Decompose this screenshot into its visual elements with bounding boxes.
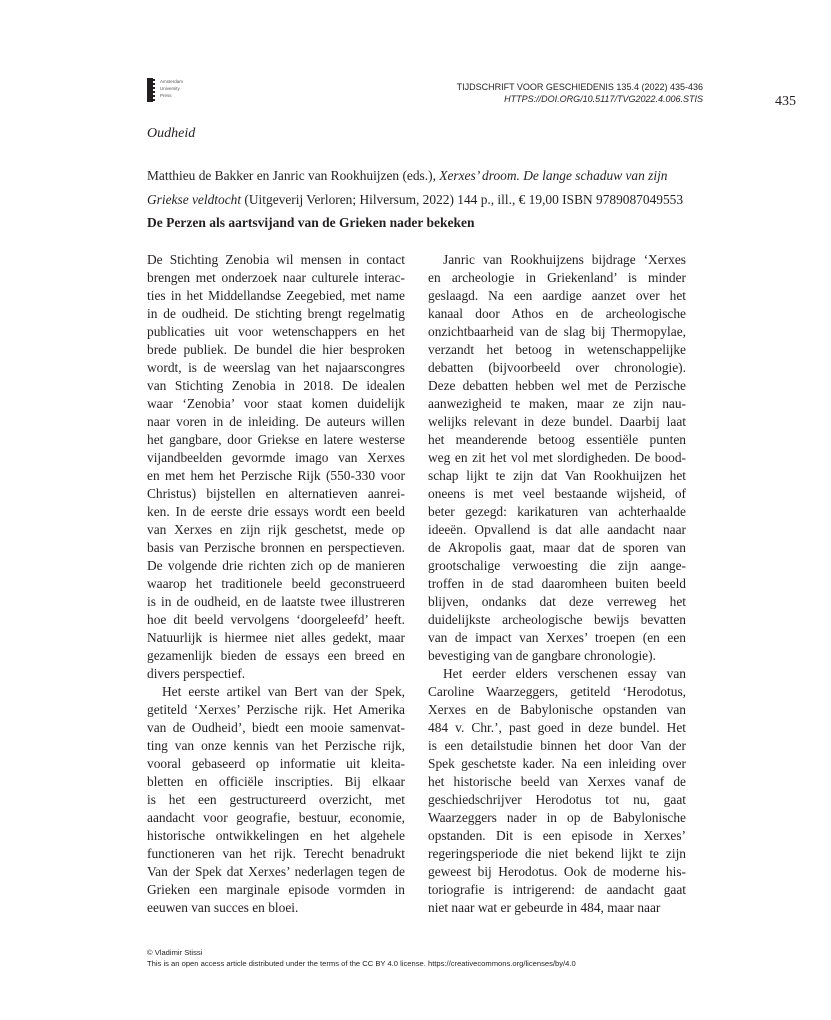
text-line: regeringsperiode die niet bekend lijkt te zijn	[428, 846, 686, 861]
text-line: geslaagd. Na een aardige aanzet over het	[428, 288, 686, 303]
right-column	[428, 251, 686, 917]
text-line: ken. In de eerste drie essays wordt een beeld	[147, 504, 405, 519]
text-line: troffen in de stad daaromheen buiten beeld	[428, 576, 686, 591]
text-line: oneens is met veel bestaande wijsheid, of	[428, 486, 686, 501]
citation-title-cont: Griekse veldtocht	[147, 192, 242, 207]
text-line: duidelijkste archeologische bewijs bevatten	[428, 612, 686, 627]
text-line: blijven, ondanks dat deze verreweg het	[428, 594, 686, 609]
text-line: niet naar wat er gebeurde in 484, maar naar	[428, 900, 661, 915]
text-line: eeuwen van succes en bloei.	[147, 900, 299, 915]
text-line: in de oudheid. De stichting brengt regelmatig	[147, 306, 405, 321]
text-line: waar ‘Zenobia’ voor staat komen duidelijk	[147, 396, 405, 411]
text-line: publicaties uit voor wetenschappers en het	[147, 324, 405, 339]
text-line: en met hem het Perzische Rijk (550-330 voor	[147, 468, 405, 483]
text-line: Christus) bijstellen en alternatieven aanrei-	[147, 486, 405, 501]
publisher-logo	[147, 78, 183, 102]
publisher-name-line: Press	[160, 93, 172, 98]
text-line: toriografie is intrigerend: de aandacht gaat	[428, 882, 686, 897]
footer	[147, 947, 576, 969]
text-line: van Stichting Zenobia in 2018. De idealen	[147, 378, 405, 393]
text-line: De volgende drie richten zich op de manieren	[147, 558, 405, 573]
text-line: de Akropolis gaat, maar dat de sporen van	[428, 540, 686, 555]
text-line: Van der Spek dat Xerxes’ nederlagen tegen de	[147, 864, 405, 879]
text-line: vooral gebaseerd op informatie uit kleita-	[147, 756, 405, 771]
text-line: brengen met onderzoek naar culturele interac-	[147, 270, 405, 285]
publisher-name-line: Amsterdam	[160, 79, 184, 84]
text-line: bevestiging van de gangbare chronologie).	[428, 648, 656, 663]
text-line: Het eerste artikel van Bert van der Spek,	[162, 684, 405, 699]
text-line: Spek geschetste kader. Na een inleiding over	[428, 756, 686, 771]
text-line: historische ontwikkelingen en het algehele	[147, 828, 405, 843]
text-line: Natuurlijk is hiermee niet alles gedekt, maar	[147, 630, 405, 645]
text-line: geschiedschrijver Herodotus tot nu, gaat	[428, 792, 686, 807]
citation-details: (Uitgeverij Verloren; Hilversum, 2022) 144 p., ill., € 19,00 ISBN 9789087049553	[241, 192, 684, 207]
text-line: waarop het traditionele beeld geconstrueerd	[147, 576, 405, 591]
text-line: welijks relevant in deze bundel. Daarbij laat	[428, 414, 686, 429]
book-citation	[147, 164, 707, 212]
text-line: het gangbare, door Griekse en latere westerse	[147, 432, 405, 447]
text-line: grootschalige verwoesting die zijn aange-	[428, 558, 686, 573]
doi-link[interactable]: HTTPS://DOI.ORG/10.5117/TVG2022.4.006.STIS	[504, 94, 703, 104]
text-line: weg en zit het vol met slordigheden. De bood-	[428, 450, 686, 465]
text-line: is het een gestructureerd overzicht, met	[147, 792, 405, 807]
review-heading: De Perzen als aartsvijand van de Grieken nader bekeken	[147, 215, 475, 230]
text-line: het meanderende betoog essentiële punten	[428, 432, 686, 447]
text-line: Grieken een marginale episode vormden in	[147, 882, 405, 897]
text-line: gezamenlijk bieden de essays een breed en	[147, 648, 405, 663]
copyright-notice: © Vladimir Stissi	[147, 948, 203, 957]
text-line: wordt, is de weerslag van het najaarscongres	[147, 360, 405, 375]
text-line: Xerxes en de Babylonische opstanden van	[428, 702, 686, 717]
publisher-logo-icon	[147, 78, 153, 102]
text-line: opstanden. Dit is een episode in Xerxes’	[428, 828, 686, 843]
publisher-name-line: University	[160, 86, 180, 91]
text-line: kanaal door Athos en de archeologische	[428, 306, 686, 321]
text-line: beter gezegd: karikaturen van achterhaalde	[428, 504, 686, 519]
section-title: Oudheid	[147, 126, 196, 141]
text-line: het historische beeld van Xerxes vanaf de	[428, 774, 686, 789]
text-line: verzandt het betoog in wetenschappelijke	[428, 342, 686, 357]
left-column	[147, 251, 405, 917]
text-line: Deze debatten hebben wel met de Perzische	[428, 378, 686, 393]
text-line: geweest bij Herodotus. Ook de moderne his-	[428, 864, 686, 879]
text-line: vijandbeelden gevormde imago van Xerxes	[147, 450, 405, 465]
text-line: en archeologie in Griekenland’ is minder	[428, 270, 686, 285]
text-line: ideeën. Opvallend is dat alle aandacht naar	[428, 522, 686, 537]
citation-authors: Matthieu de Bakker en Janric van Rookhuijzen (eds.),	[147, 168, 440, 183]
text-line: bletten en officiële inscripties. Bij elkaar	[147, 774, 405, 789]
text-line: van Xerxes en zijn rijk geschetst, mede op	[147, 522, 405, 537]
text-line: is in de oudheid, en de laatste twee illustreren	[147, 594, 405, 609]
text-line: is een detailstudie binnen het door Van der	[428, 738, 686, 753]
text-line: basis van Perzische bronnen en perspectieven.	[147, 540, 405, 555]
text-line: aandacht voor geografie, bestuur, economie,	[147, 810, 405, 825]
text-line: divers perspectief.	[147, 666, 246, 681]
page-number: 435	[775, 94, 796, 109]
text-line: debatten (bijvoorbeeld over chronologie).	[428, 360, 686, 375]
text-line: van de impact van Xerxes’ troepen (en een	[428, 630, 686, 645]
text-line: schap lijkt te zijn dat Van Rookhuijzen het	[428, 468, 686, 483]
text-line: getiteld ‘Xerxes’ Perzische rijk. Het Amerika	[147, 702, 405, 717]
text-line: Janric van Rookhuijzens bijdrage ‘Xerxes	[443, 252, 686, 267]
text-line: aanwezigheid te maken, maar ze zijn nau-	[428, 396, 686, 411]
text-line: De Stichting Zenobia wil mensen in contact	[147, 252, 405, 267]
journal-header	[457, 81, 703, 105]
text-line: Het eerder elders verschenen essay van	[443, 666, 686, 681]
text-line: brede publiek. De bundel die hier besproken	[147, 342, 405, 357]
text-line: Waarzeggers nader in op de Babylonische	[428, 810, 686, 825]
text-line: 484 v. Chr.’, past goed in deze bundel. Het	[428, 720, 686, 735]
journal-citation: TIJDSCHRIFT VOOR GESCHIEDENIS 135.4 (2022) 435-436	[456, 82, 703, 92]
text-line: hoe dit beeld vervolgens ‘doorgeleefd’ heeft.	[147, 612, 405, 627]
license-notice: This is an open access article distributed under the terms of the CC BY 4.0 license. https://creativecommons.org/licenses/by/4.0	[147, 959, 576, 968]
citation-title: Xerxes’ droom. De lange schaduw van zijn	[439, 168, 668, 183]
text-line: onzichtbaarheid van de slag bij Thermopylae,	[428, 324, 686, 339]
publisher-name	[160, 78, 183, 99]
text-line: van de Oudheid’, biedt een mooie samenvat-	[147, 720, 405, 735]
text-line: naar voren in de inleiding. De auteurs willen	[147, 414, 405, 429]
text-line: ting van onze kennis van het Perzische rijk,	[147, 738, 405, 753]
text-line: Caroline Waarzeggers, getiteld ‘Herodotus,	[428, 684, 686, 699]
text-line: functioneren van het rijk. Terecht benadrukt	[147, 846, 405, 861]
text-line: ties in het Middellandse Zeegebied, met name	[147, 288, 405, 303]
